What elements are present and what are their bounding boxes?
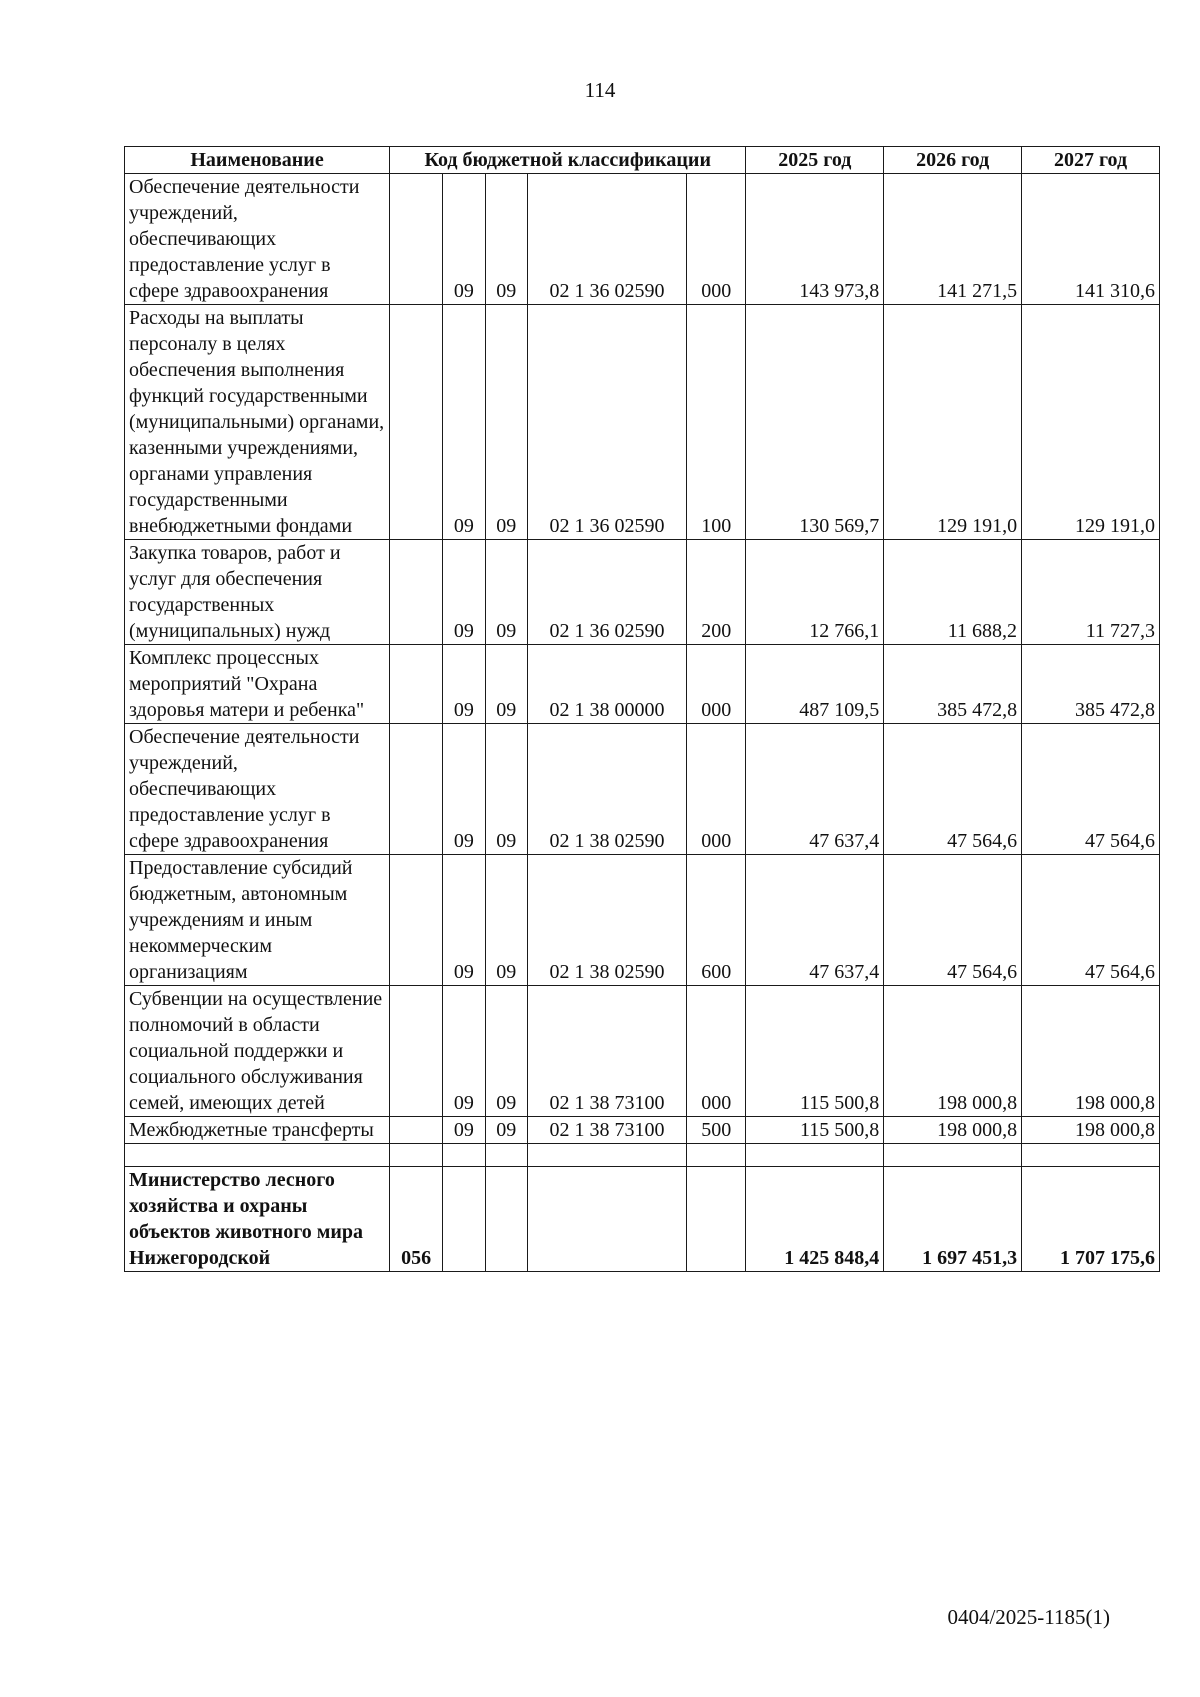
row-2026: 47 564,6 [884,724,1022,855]
row-vedomstvo [390,724,443,855]
row-razdel: 09 [443,1117,485,1144]
row-vr: 500 [687,1117,746,1144]
row-vr: 100 [687,305,746,540]
row-2027: 385 472,8 [1022,645,1160,724]
row-2026: 141 271,5 [884,174,1022,305]
row-podrazdel: 09 [485,986,527,1117]
table-row [125,645,1160,724]
header-row [125,147,1160,174]
row-csr: 02 1 36 02590 [527,174,686,305]
row-2027: 47 564,6 [1022,724,1160,855]
header-2026: 2026 год [884,147,1022,174]
row-2025: 115 500,8 [746,1117,884,1144]
ministry-2026: 1 697 451,3 [884,1167,1022,1272]
row-name: Субвенции на осуществление полномочий в области социальной поддержки и социального обслуживания семей, имеющих детей [125,986,390,1117]
row-podrazdel: 09 [485,1117,527,1144]
row-csr: 02 1 38 02590 [527,855,686,986]
header-code: Код бюджетной классификации [390,147,746,174]
row-vr: 600 [687,855,746,986]
row-2026: 129 191,0 [884,305,1022,540]
row-vr: 000 [687,174,746,305]
row-2026: 11 688,2 [884,540,1022,645]
row-name: Обеспечение деятельности учреждений, обеспечивающих предоставление услуг в сфере здравоохранения [125,174,390,305]
row-csr: 02 1 38 02590 [527,724,686,855]
ministry-name: Министерство лесного хозяйства и охраны объектов животного мира Нижегородской [125,1167,390,1272]
row-name: Обеспечение деятельности учреждений, обеспечивающих предоставление услуг в сфере здравоохранения [125,724,390,855]
table-row [125,986,1160,1117]
row-2027: 198 000,8 [1022,1117,1160,1144]
ministry-2025: 1 425 848,4 [746,1167,884,1272]
row-name: Межбюджетные трансферты [125,1117,390,1144]
row-2026: 47 564,6 [884,855,1022,986]
row-2026: 385 472,8 [884,645,1022,724]
row-vedomstvo [390,855,443,986]
table-row [125,305,1160,540]
row-vr: 000 [687,986,746,1117]
row-vr: 000 [687,645,746,724]
ministry-row [125,1167,1160,1272]
row-csr: 02 1 38 73100 [527,986,686,1117]
row-csr: 02 1 38 00000 [527,645,686,724]
row-2027: 129 191,0 [1022,305,1160,540]
row-vr: 000 [687,724,746,855]
row-razdel: 09 [443,540,485,645]
table-row [125,855,1160,986]
table-row [125,540,1160,645]
row-razdel: 09 [443,724,485,855]
row-name: Предоставление субсидий бюджетным, автономным учреждениям и иным некоммерческим организациям [125,855,390,986]
header-name: Наименование [125,147,390,174]
row-razdel: 09 [443,305,485,540]
row-razdel: 09 [443,174,485,305]
row-vr: 200 [687,540,746,645]
row-razdel: 09 [443,986,485,1117]
row-vedomstvo [390,174,443,305]
budget-table [124,146,1160,1272]
row-podrazdel: 09 [485,724,527,855]
row-podrazdel: 09 [485,855,527,986]
row-2026: 198 000,8 [884,1117,1022,1144]
row-vedomstvo [390,1117,443,1144]
row-2025: 47 637,4 [746,855,884,986]
row-csr: 02 1 36 02590 [527,305,686,540]
row-vedomstvo [390,540,443,645]
header-2025: 2025 год [746,147,884,174]
row-podrazdel: 09 [485,174,527,305]
row-2025: 487 109,5 [746,645,884,724]
row-2026: 198 000,8 [884,986,1022,1117]
ministry-vedomstvo: 056 [390,1167,443,1272]
row-csr: 02 1 38 73100 [527,1117,686,1144]
row-name: Комплекс процессных мероприятий "Охрана здоровья матери и ребенка" [125,645,390,724]
ministry-2027: 1 707 175,6 [1022,1167,1160,1272]
row-2025: 143 973,8 [746,174,884,305]
row-name: Расходы на выплаты персоналу в целях обеспечения выполнения функций государственными (муниципальными) органами, казенными учреждениями, органами управления государственными внебюджетными фондами [125,305,390,540]
row-2025: 115 500,8 [746,986,884,1117]
row-podrazdel: 09 [485,540,527,645]
table-row [125,724,1160,855]
row-name: Закупка товаров, работ и услуг для обеспечения государственных (муниципальных) нужд [125,540,390,645]
row-vedomstvo [390,986,443,1117]
table-row [125,1117,1160,1144]
row-2027: 198 000,8 [1022,986,1160,1117]
row-2027: 141 310,6 [1022,174,1160,305]
row-2025: 47 637,4 [746,724,884,855]
document-id: 0404/2025-1185(1) [947,1605,1110,1629]
row-podrazdel: 09 [485,305,527,540]
row-podrazdel: 09 [485,645,527,724]
row-2025: 12 766,1 [746,540,884,645]
page-number: 114 [584,78,616,102]
row-vedomstvo [390,645,443,724]
row-2025: 130 569,7 [746,305,884,540]
row-2027: 11 727,3 [1022,540,1160,645]
row-razdel: 09 [443,855,485,986]
row-csr: 02 1 36 02590 [527,540,686,645]
row-vedomstvo [390,305,443,540]
table-row [125,174,1160,305]
spacer-row [125,1144,1160,1167]
header-2027: 2027 год [1022,147,1160,174]
row-razdel: 09 [443,645,485,724]
row-2027: 47 564,6 [1022,855,1160,986]
